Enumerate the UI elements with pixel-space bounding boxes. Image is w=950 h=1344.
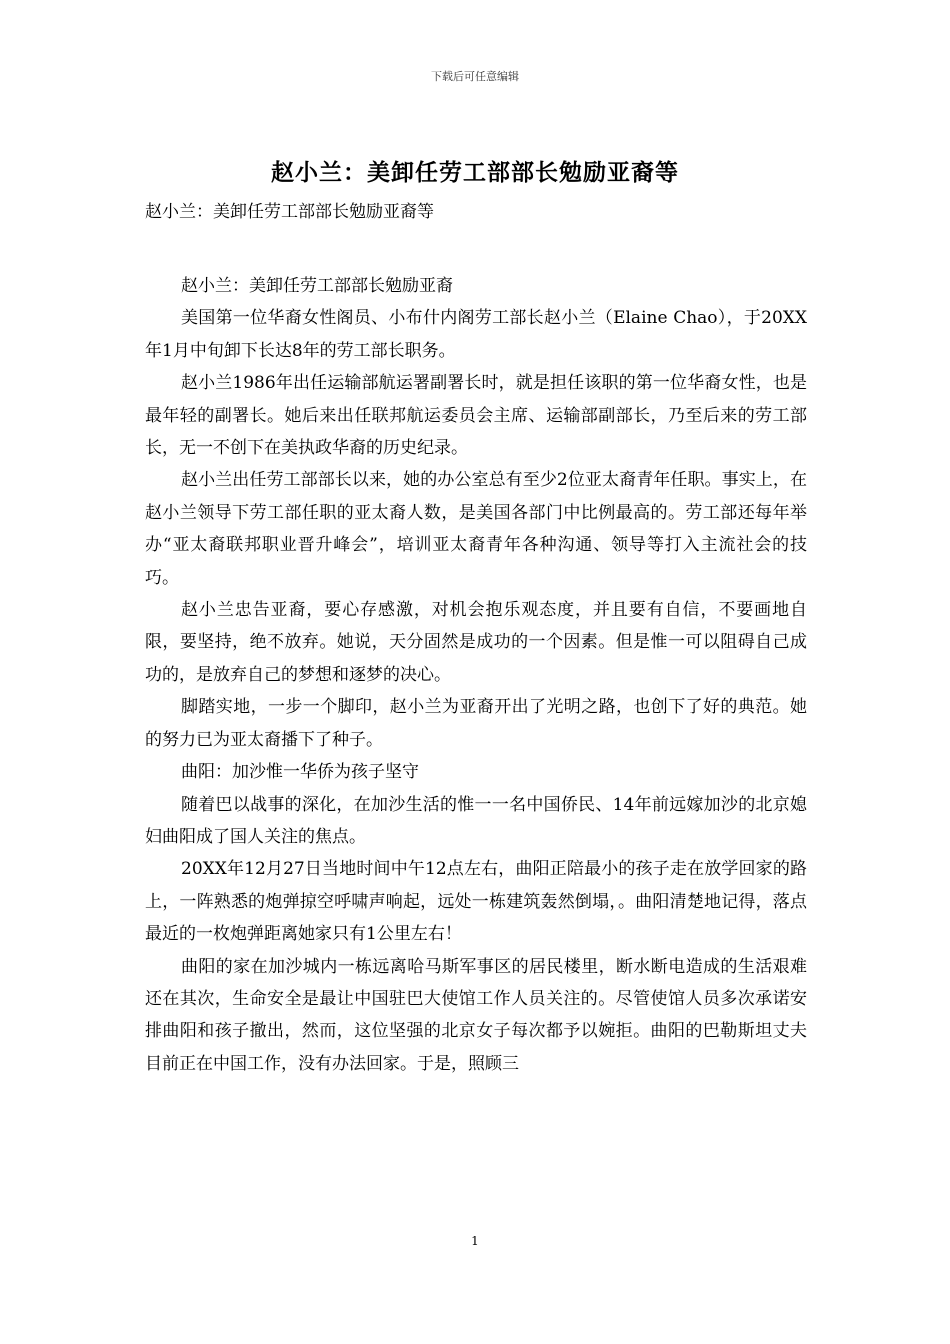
paragraph: 美国第一位华裔女性阁员、小布什内阁劳工部长赵小兰（Elaine Chao），于20XX年1月中旬卸下长达8年的劳工部长职务。 [145,308,807,361]
paragraph: 赵小兰：美卸任劳工部部长勉励亚裔 [181,276,453,296]
document-body [145,270,807,1080]
header-note: 下载后可任意编辑 [431,70,519,83]
document-subtitle: 赵小兰：美卸任劳工部部长勉励亚裔等 [145,202,434,222]
paragraph: 20XX年12月27日当地时间中午12点左右，曲阳正陪最小的孩子走在放学回家的路上，一阵熟悉的炮弹掠空呼啸声响起，远处一栋建筑轰然倒塌，。曲阳清楚地记得，落点最近的一枚炮弹距离她家只有1公里左右！ [145,859,807,945]
page-number: 1 [471,1234,479,1248]
paragraph: 赵小兰忠告亚裔，要心存感激，对机会抱乐观态度，并且要有自信，不要画地自限，要坚持，绝不放弃。她说，天分固然是成功的一个因素。但是惟一可以阻碍自己成功的，是放弃自己的梦想和逐梦的决心。 [145,600,807,685]
document-title: 赵小兰：美卸任劳工部部长勉励亚裔等 [271,160,679,186]
paragraph: 脚踏实地，一步一个脚印，赵小兰为亚裔开出了光明之路，也创下了好的典范。她的努力已为亚太裔播下了种子。 [145,697,807,750]
paragraph: 赵小兰出任劳工部部长以来，她的办公室总有至少2位亚太裔青年任职。事实上，在赵小兰领导下劳工部任职的亚太裔人数，是美国各部门中比例最高的。劳工部还每年举办“亚太裔联邦职业晋升峰会”，培训亚太裔青年各种沟通、领导等打入主流社会的技巧。 [145,470,807,588]
paragraph: 曲阳：加沙惟一华侨为孩子坚守 [181,762,419,783]
paragraph: 曲阳的家在加沙城内一栋远离哈马斯军事区的居民楼里，断水断电造成的生活艰难还在其次，生命安全是最让中国驻巴大使馆工作人员关注的。尽管使馆人员多次承诺安排曲阳和孩子撤出，然而，这位坚强的北京女子每次都予以婉拒。曲阳的巴勒斯坦丈夫目前正在中国工作，没有办法回家。于是，照顾三 [145,956,807,1074]
paragraph: 赵小兰1986年出任运输部航运署副署长时，就是担任该职的第一位华裔女性，也是最年轻的副署长。她后来出任联邦航运委员会主席、运输部副部长，乃至后来的劳工部长，无一不创下在美执政华裔的历史纪录。 [145,373,807,459]
paragraph: 随着巴以战事的深化，在加沙生活的惟一一名中国侨民、14年前远嫁加沙的北京媳妇曲阳成了国人关注的焦点。 [145,794,807,847]
